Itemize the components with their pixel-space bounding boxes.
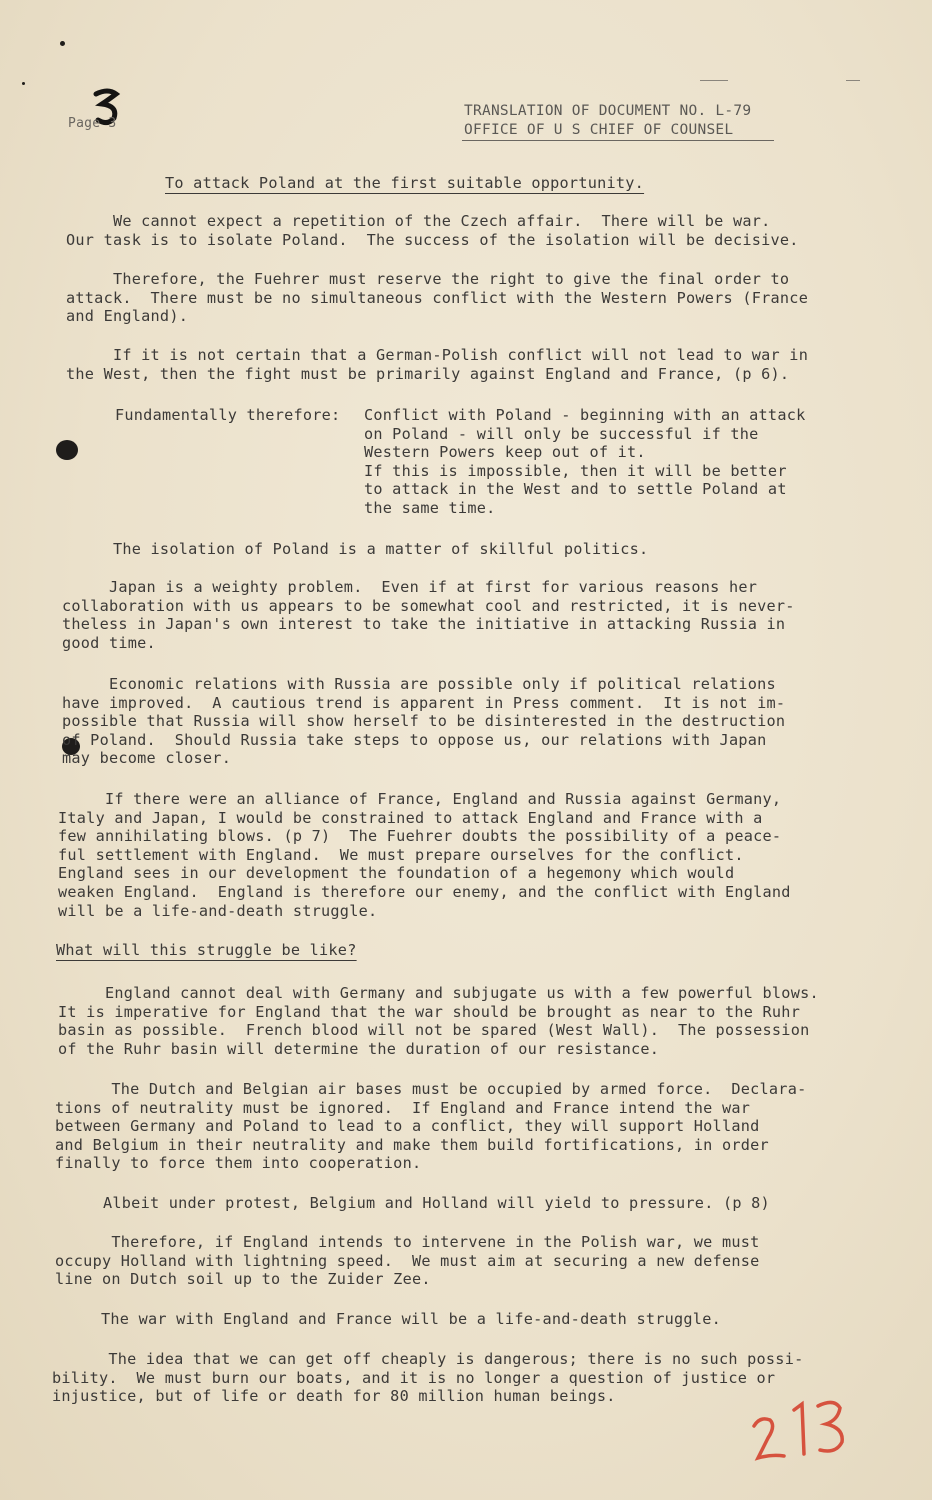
handwritten-folio-number bbox=[748, 1392, 858, 1468]
fundamentals-label: Fundamentally therefore: bbox=[115, 406, 341, 424]
paragraph: The Dutch and Belgian air bases must be occupied by armed force. Declara- tions of neutrality must be ignored. If England and France intend the war between Germany and Poland to lead to a conflict, they will support Holland and Belgium in their neutrality and make them build fortifications, in order finally to force them into cooperation. bbox=[55, 1080, 807, 1173]
paragraph: If it is not certain that a German-Polish conflict will not lead to war in the West, then the fight must be primarily against England and France, (p 6). bbox=[66, 346, 809, 383]
paragraph: The idea that we can get off cheaply is dangerous; there is no such possi- bility. We must burn our boats, and it is no longer a question of justice or injustice, but of life or death for 80 million human beings. bbox=[52, 1350, 804, 1406]
paragraph: The war with England and France will be a life-and-death struggle. bbox=[101, 1310, 721, 1328]
speck-mark bbox=[22, 82, 25, 85]
subheading: What will this struggle be like? bbox=[56, 941, 357, 959]
paragraph: England cannot deal with Germany and subjugate us with a few powerful blows. It is imperative for England that the war should be brought as near to the Ruhr basin as possible. French blood will not be spared (West Wall). The possession of the Ruhr basin will determine the duration of our resistance. bbox=[58, 984, 819, 1058]
header-rule-top bbox=[846, 80, 860, 81]
speck-mark bbox=[60, 41, 65, 46]
fundamentals-text: Conflict with Poland - beginning with an attack on Poland - will only be successful if the Western Powers keep out of it. If this is impossible, then it will be better to attack in the West and to settle Poland at the same time. bbox=[364, 406, 806, 517]
header-rule bbox=[462, 140, 774, 141]
paragraph: Albeit under protest, Belgium and Holland will yield to pressure. (p 8) bbox=[103, 1194, 770, 1212]
punch-hole-mark bbox=[56, 440, 78, 460]
header-rule-top bbox=[700, 80, 728, 81]
page-label: Page 3 bbox=[68, 116, 117, 131]
paragraph: Therefore, if England intends to intervene in the Polish war, we must occupy Holland with lightning speed. We must aim at securing a new defense line on Dutch soil up to the Zuider Zee. bbox=[55, 1233, 760, 1289]
paragraph: Economic relations with Russia are possible only if political relations have improved. A cautious trend is apparent in Press comment. It is not im- possible that Russia will show herself to be disinterested in the destruction of Poland. Should Russia take steps to oppose us, our relations with Japan may become closer. bbox=[62, 675, 786, 768]
paragraph: Therefore, the Fuehrer must reserve the right to give the final order to attack. There must be no simultaneous conflict with the Western Powers (France and England). bbox=[66, 270, 809, 326]
paragraph: If there were an alliance of France, England and Russia against Germany, Italy and Japan, I would be constrained to attack England and France with a few annihilating blows. (p 7) The Fuehrer doubts the possibility of a peace- ful settlement with England. We must prepare ourselves for the conflict. England sees in our development the foundation of a hegemony which would weaken England. England is therefore our enemy, and the conflict with England will be a life-and-death struggle. bbox=[58, 790, 791, 920]
paragraph: Japan is a weighty problem. Even if at first for various reasons her collaboration with us appears to be somewhat cool and restricted, it is never- theless in Japan's own interest to take the initiative in attacking Russia in good time. bbox=[62, 578, 795, 652]
section-heading: To attack Poland at the first suitable opportunity. bbox=[165, 174, 645, 192]
paragraph: We cannot expect a repetition of the Czech affair. There will be war. Our task is to isolate Poland. The success of the isolation will be decisive. bbox=[66, 212, 799, 249]
header-line-2: OFFICE OF U S CHIEF OF COUNSEL bbox=[464, 122, 734, 138]
header-line-1: TRANSLATION OF DOCUMENT NO. L-79 bbox=[464, 103, 752, 119]
paragraph: The isolation of Poland is a matter of skillful politics. bbox=[66, 540, 649, 558]
